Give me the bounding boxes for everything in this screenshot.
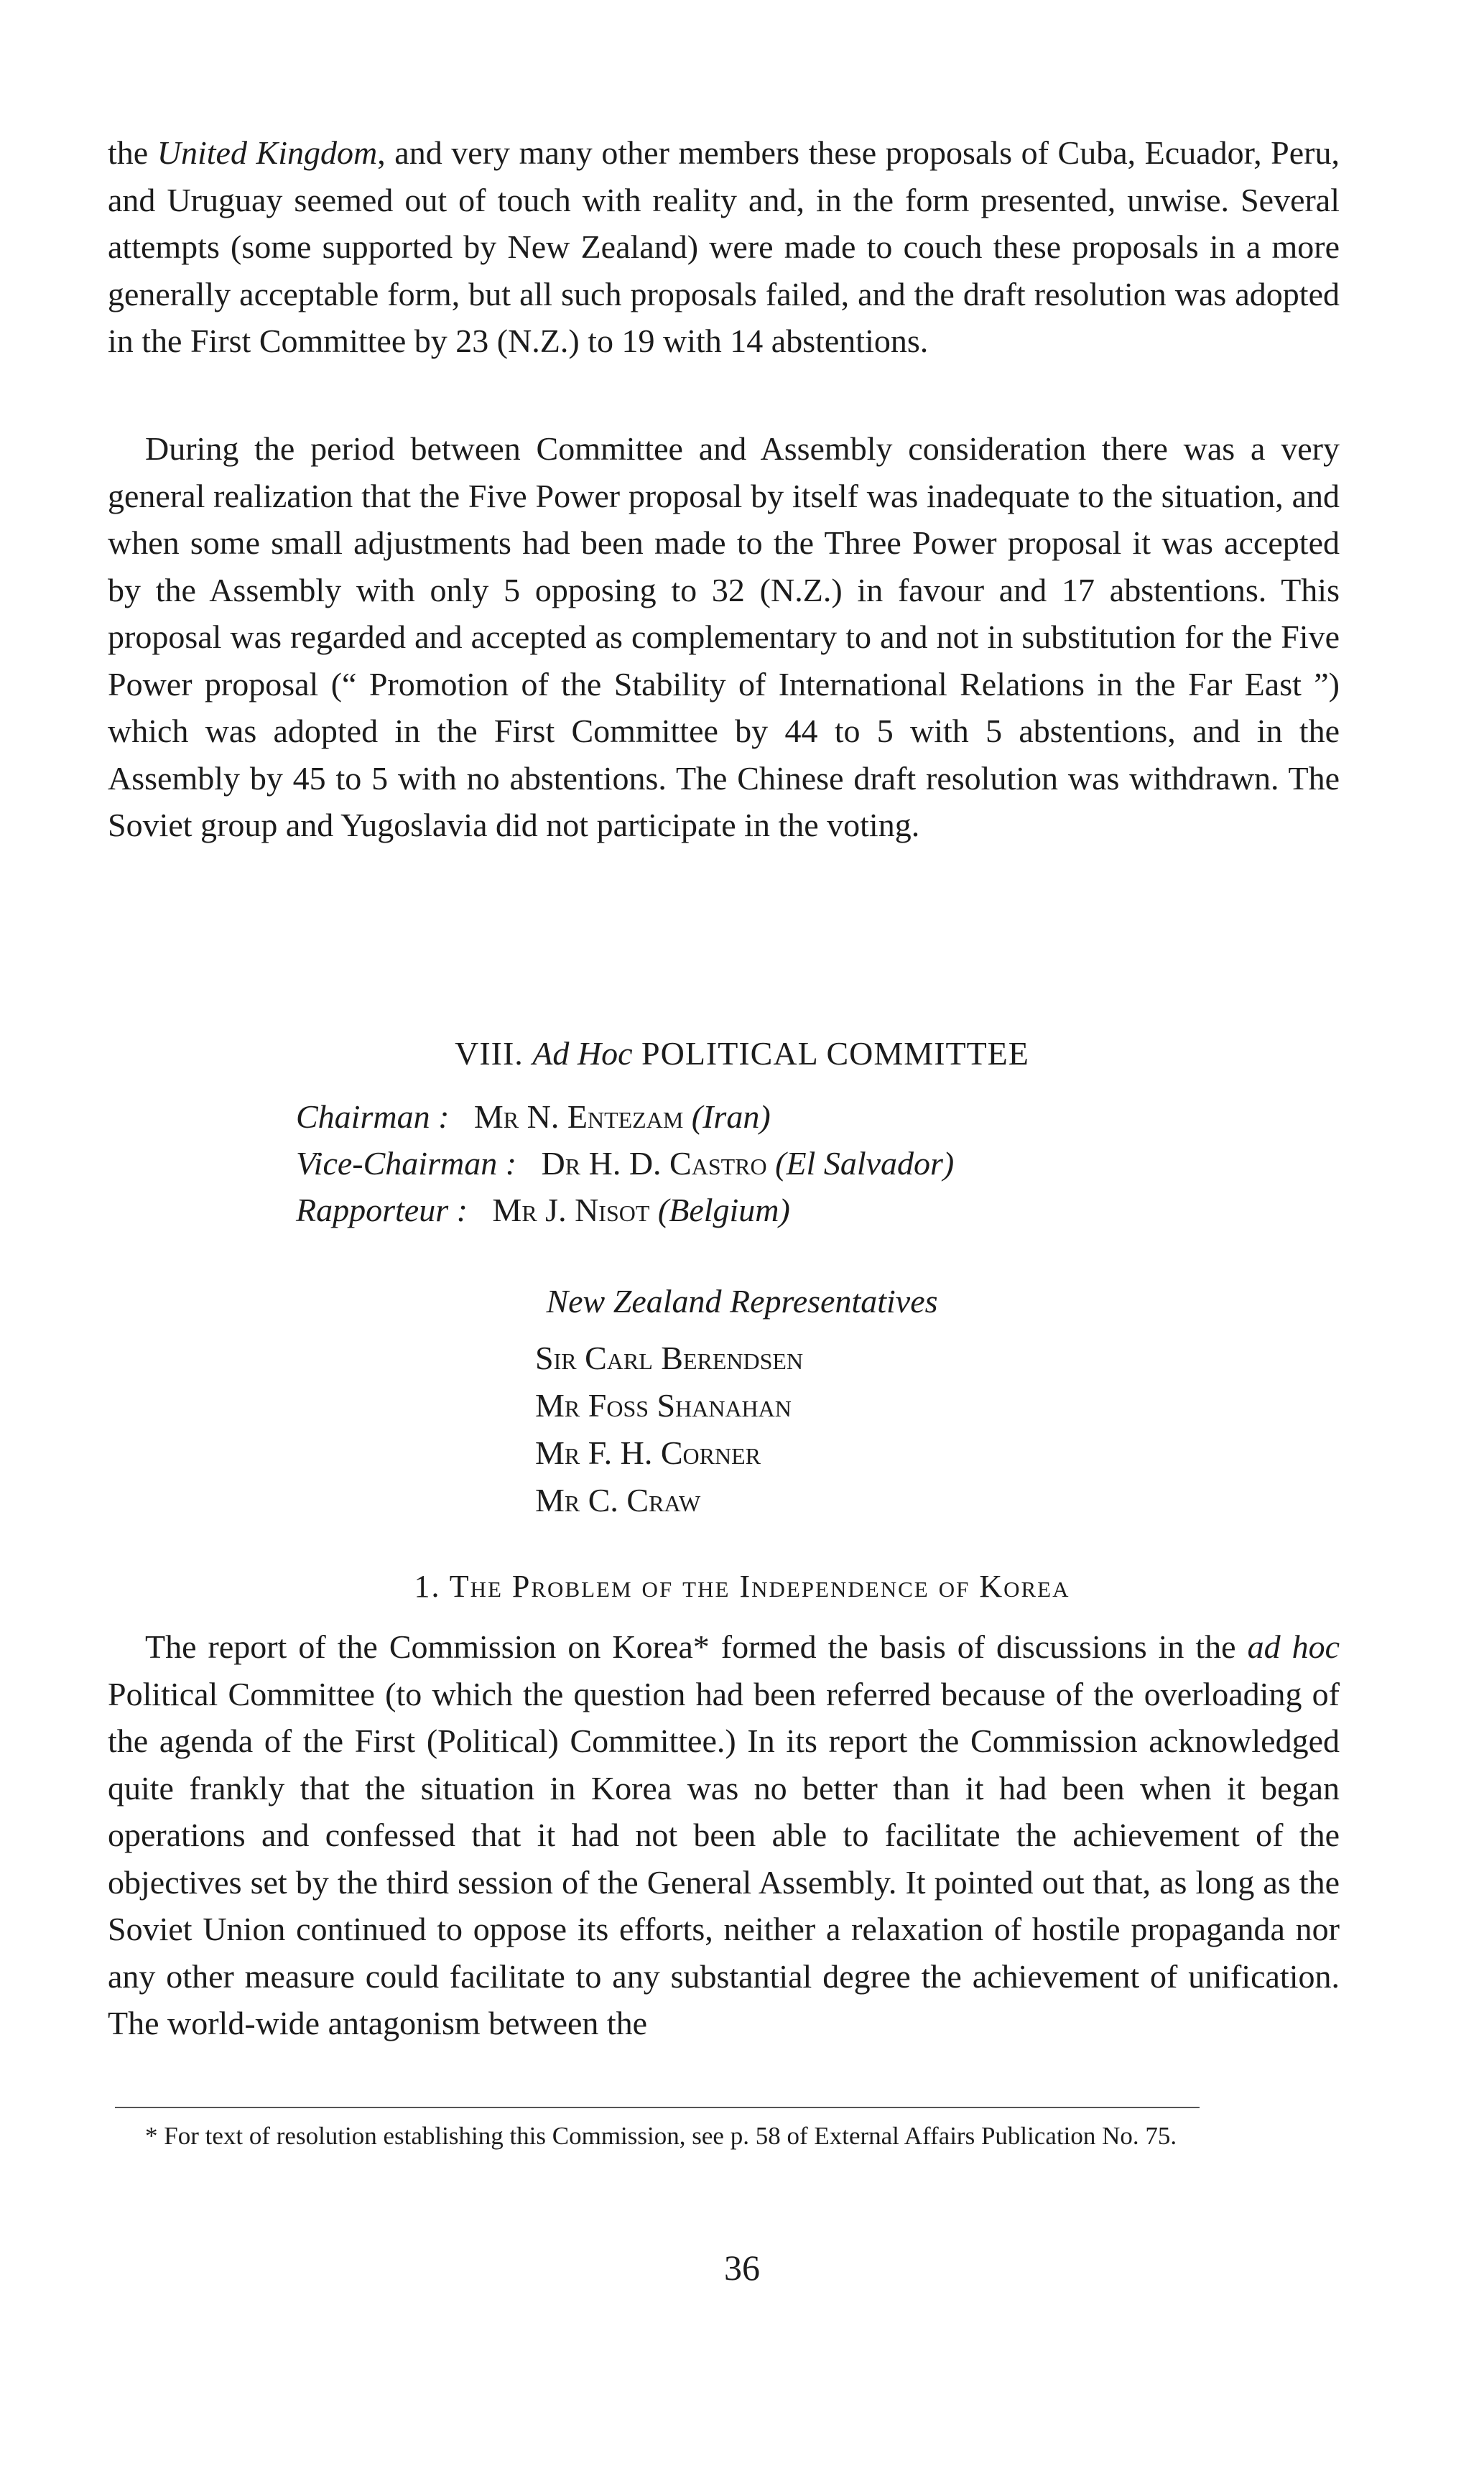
section-title: POLITICAL COMMITTEE [632, 1035, 1029, 1072]
paragraph-1-text: , and very many other members these proposals of Cuba, Ecuador, Peru, and Uruguay seemed out of touch with reality and, in the form presented, unwise. Several attempts (some supported by New Zealand) were made to couch these proposals in a more generally acceptable form, but all such proposals failed, and the draft resolution was adopted in the First Committee by 23 (N.Z.) to 19 with 14 abstentions. [108, 134, 1340, 359]
representatives-list [535, 1335, 803, 1524]
paragraph-2-text: During the period between Committee and Assembly consideration there was a very general realization that the Five Power proposal by itself was inadequate to the situation, and when some small adjustments had been made to the Three Power proposal it was accepted by the Assembly with only 5 opposing to 32 (N.Z.) in favour and 17 abstentions. This proposal was regarded and accepted as complementary to and not in substitution for the Five Power proposal (“ Promotion of the Stability of International Relations in the Far East ”) which was adopted in the First Committee by 44 to 5 with 5 abstentions, and in the Assembly by 45 to 5 with no abstentions. The Chinese draft resolution was withdrawn. The Soviet group and Yugoslavia did not participate in the voting. [108, 430, 1340, 843]
footnote-divider [115, 2107, 1200, 2108]
committee-officers [296, 1093, 954, 1233]
officer-rapporteur: Rapporteur : Mr J. Nisot (Belgium) [296, 1192, 790, 1228]
representative-name: Mr Foss Shanahan [535, 1387, 792, 1424]
representatives-title: New Zealand Representatives [546, 1283, 938, 1320]
paragraph-3 [108, 1623, 1340, 2047]
page-number: 36 [724, 2248, 760, 2288]
section-number: VIII. [455, 1035, 533, 1072]
paragraph-2 [108, 425, 1340, 849]
representative-name: Mr C. Craw [535, 1482, 701, 1518]
paragraph-1 [108, 129, 1340, 365]
paragraph-1-italic: United Kingdom [157, 134, 378, 171]
representative-name: Mr F. H. Corner [535, 1434, 761, 1471]
paragraph-3-italic: ad hoc [1247, 1628, 1340, 1665]
paragraph-3-lead: The report of the Commission on Korea* formed the basis of discussions in the [145, 1628, 1248, 1665]
representative-name: Sir Carl Berendsen [535, 1340, 804, 1376]
footnote: * For text of resolution establishing this Commission, see p. 58 of External Affairs Publication No. 75. [145, 2122, 1177, 2150]
subsection-heading: 1. The Problem of the Independence of Korea [414, 1569, 1070, 1604]
officer-chairman: Chairman : Mr N. Entezam (Iran) [296, 1098, 771, 1135]
paragraph-3-text: Political Committee (to which the question had been referred because of the overloading of the agenda of the First (Political) Committee.) In its report the Commission acknowledged quite frankly that the situation in Korea was no better than it had been when it began operations and confessed that it had not been able to facilitate the achievement of the objectives set by the third session of the General Assembly. It pointed out that, as long as the Soviet Union continued to oppose its efforts, neither a relaxation of hostile propaganda nor any other measure could facilitate to any substantial degree the achievement of unification. The world-wide antagonism between the [108, 1675, 1340, 2041]
officer-vice-chairman: Vice-Chairman : Dr H. D. Castro (El Salvador) [296, 1145, 955, 1182]
paragraph-1-lead: the [108, 134, 157, 171]
section-heading [0, 1034, 1484, 1072]
section-heading-italic: Ad Hoc [532, 1035, 633, 1072]
